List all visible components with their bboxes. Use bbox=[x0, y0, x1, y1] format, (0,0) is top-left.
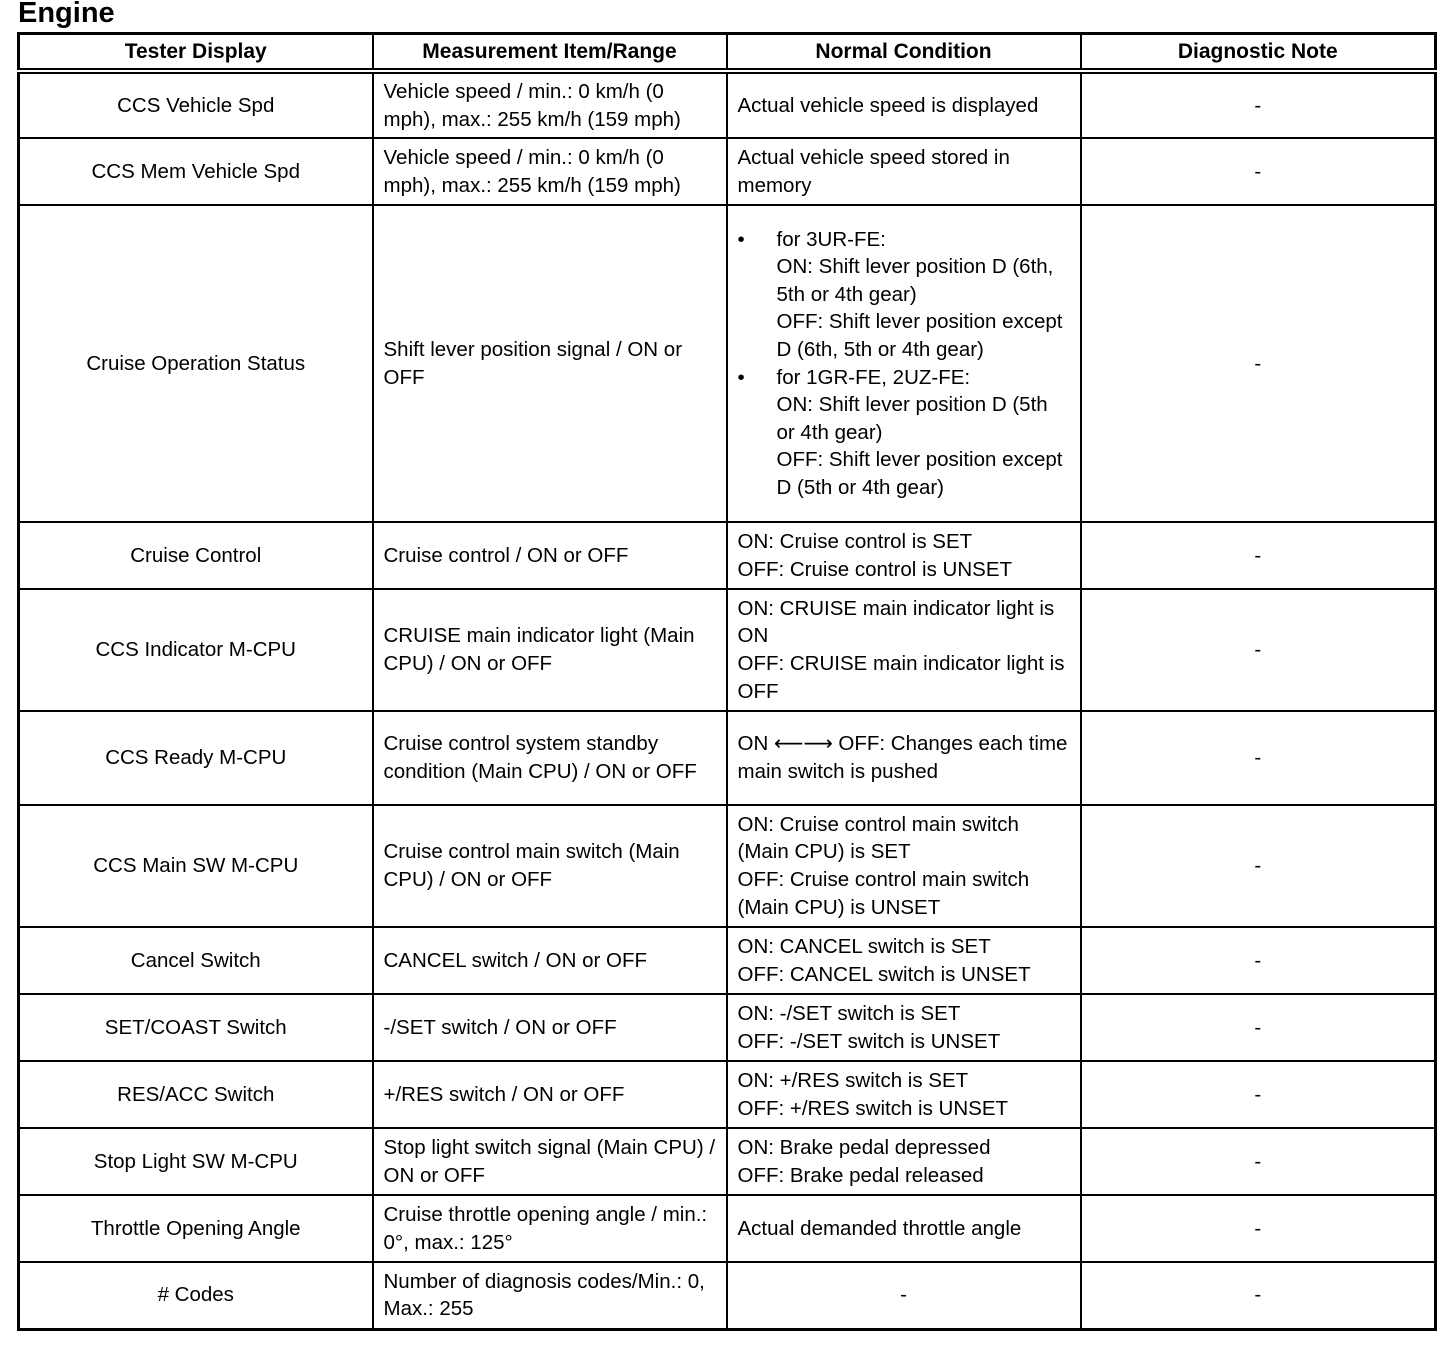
table-row bbox=[19, 71, 1436, 138]
diagnostic-note-cell: - bbox=[1081, 589, 1436, 711]
diagnostic-note-cell: - bbox=[1081, 711, 1436, 805]
tester-display-cell: CCS Mem Vehicle Spd bbox=[19, 138, 373, 205]
normal-condition-cell bbox=[727, 805, 1081, 927]
diagnostic-note-cell: - bbox=[1081, 522, 1436, 589]
normal-condition-line: ON: CRUISE main indicator light is ON bbox=[737, 596, 1055, 648]
header-row bbox=[19, 34, 1436, 72]
bullet-line: OFF: Shift lever position except D (5th or 4th gear) bbox=[776, 448, 1063, 499]
diagnostic-note-cell: - bbox=[1081, 1128, 1436, 1195]
table-row bbox=[19, 522, 1436, 589]
measurement-cell: Cruise control main switch (Main CPU) / ON or OFF bbox=[373, 805, 727, 927]
normal-condition-line: Actual vehicle speed is displayed bbox=[737, 93, 1039, 117]
table-row bbox=[19, 1262, 1436, 1329]
normal-condition-cell bbox=[727, 1195, 1081, 1262]
table-row bbox=[19, 805, 1436, 927]
header-normal-condition: Normal Condition bbox=[727, 34, 1081, 72]
normal-condition-line: ON ⟵⟶ OFF: Changes each time main switch is pushed bbox=[737, 732, 1068, 783]
normal-condition-line: OFF: CRUISE main indicator light is OFF bbox=[737, 652, 1065, 703]
normal-condition-line: ON: +/RES switch is SET bbox=[737, 1068, 969, 1092]
normal-condition-line: OFF: Cruise control is UNSET bbox=[737, 557, 1013, 581]
table-row bbox=[19, 1061, 1436, 1128]
normal-condition-cell bbox=[727, 994, 1081, 1061]
section-title: Engine bbox=[18, 0, 115, 29]
normal-condition-cell bbox=[727, 522, 1081, 589]
measurement-cell: -/SET switch / ON or OFF bbox=[373, 994, 727, 1061]
normal-condition-line: OFF: Brake pedal released bbox=[737, 1163, 984, 1187]
bullet-line: ON: Shift lever position D (5th or 4th gear) bbox=[776, 393, 1048, 444]
tester-display-cell: CCS Ready M-CPU bbox=[19, 711, 373, 805]
measurement-cell: Number of diagnosis codes/Min.: 0, Max.: 255 bbox=[373, 1262, 727, 1329]
tester-display-cell: Cruise Control bbox=[19, 522, 373, 589]
table-row bbox=[19, 1128, 1436, 1195]
normal-condition-cell bbox=[727, 1061, 1081, 1128]
tester-display-cell: Cancel Switch bbox=[19, 927, 373, 994]
measurement-cell: Cruise control / ON or OFF bbox=[373, 522, 727, 589]
diagnostic-note-cell: - bbox=[1081, 71, 1436, 138]
measurement-cell: Vehicle speed / min.: 0 km/h (0 mph), max.: 255 km/h (159 mph) bbox=[373, 71, 727, 138]
diagnostic-note-cell: - bbox=[1081, 994, 1436, 1061]
measurement-cell: Vehicle speed / min.: 0 km/h (0 mph), max.: 255 km/h (159 mph) bbox=[373, 138, 727, 205]
normal-condition-line: ON: CANCEL switch is SET bbox=[737, 934, 991, 958]
table-row bbox=[19, 589, 1436, 711]
bullet-icon: • bbox=[737, 365, 745, 389]
tester-display-cell: SET/COAST Switch bbox=[19, 994, 373, 1061]
measurement-cell: CANCEL switch / ON or OFF bbox=[373, 927, 727, 994]
normal-condition-cell bbox=[727, 711, 1081, 805]
normal-condition-cell bbox=[727, 205, 1081, 522]
normal-condition-line: ON: -/SET switch is SET bbox=[737, 1001, 961, 1025]
normal-condition-line: Actual demanded throttle angle bbox=[737, 1216, 1022, 1240]
normal-condition-cell bbox=[727, 138, 1081, 205]
table-row bbox=[19, 994, 1436, 1061]
diagnostic-note-cell: - bbox=[1081, 927, 1436, 994]
table-row bbox=[19, 205, 1436, 522]
normal-condition-line: OFF: -/SET switch is UNSET bbox=[737, 1029, 1001, 1053]
normal-condition-line: ON: Cruise control main switch (Main CPU) is SET bbox=[737, 812, 1019, 864]
normal-condition-cell bbox=[727, 589, 1081, 711]
bullet-line: OFF: Shift lever position except D (6th, 5th or 4th gear) bbox=[776, 310, 1063, 361]
header-diagnostic-note: Diagnostic Note bbox=[1081, 34, 1436, 72]
normal-condition-line: ON: Cruise control is SET bbox=[737, 529, 973, 553]
table-row bbox=[19, 711, 1436, 805]
tester-display-cell: Cruise Operation Status bbox=[19, 205, 373, 522]
tester-display-cell: RES/ACC Switch bbox=[19, 1061, 373, 1128]
diagnostic-note-cell: - bbox=[1081, 1061, 1436, 1128]
measurement-cell: Cruise control system standby condition (Main CPU) / ON or OFF bbox=[373, 711, 727, 805]
diagnostic-note-cell: - bbox=[1081, 805, 1436, 927]
header-tester-display: Tester Display bbox=[19, 34, 373, 72]
tester-display-cell: CCS Indicator M-CPU bbox=[19, 589, 373, 711]
normal-condition-line: ON: Brake pedal depressed bbox=[737, 1135, 991, 1159]
bullet-heading: for 1GR-FE, 2UZ-FE: bbox=[776, 365, 971, 389]
diagnostic-note-cell: - bbox=[1081, 138, 1436, 205]
tester-display-cell: Stop Light SW M-CPU bbox=[19, 1128, 373, 1195]
data-monitor-table bbox=[17, 32, 1437, 1331]
normal-condition-cell bbox=[727, 927, 1081, 994]
tester-display-cell: CCS Vehicle Spd bbox=[19, 71, 373, 138]
table-row bbox=[19, 138, 1436, 205]
bullet-line: ON: Shift lever position D (6th, 5th or 4th gear) bbox=[776, 255, 1054, 306]
diagnostic-note-cell: - bbox=[1081, 1195, 1436, 1262]
bullet-heading: for 3UR-FE: bbox=[776, 227, 886, 251]
normal-condition-line: OFF: +/RES switch is UNSET bbox=[737, 1096, 1009, 1120]
normal-condition-bullet-list bbox=[738, 226, 1070, 502]
measurement-cell: +/RES switch / ON or OFF bbox=[373, 1061, 727, 1128]
measurement-cell: CRUISE main indicator light (Main CPU) / ON or OFF bbox=[373, 589, 727, 711]
normal-condition-line: - bbox=[900, 1283, 907, 1307]
bullet-item bbox=[738, 226, 1070, 364]
diagnostic-note-cell: - bbox=[1081, 1262, 1436, 1329]
normal-condition-cell bbox=[727, 1128, 1081, 1195]
tester-display-cell: Throttle Opening Angle bbox=[19, 1195, 373, 1262]
tester-display-cell: # Codes bbox=[19, 1262, 373, 1329]
measurement-cell: Shift lever position signal / ON or OFF bbox=[373, 205, 727, 522]
normal-condition-line: Actual vehicle speed stored in memory bbox=[737, 145, 1010, 197]
header-measurement-item: Measurement Item/Range bbox=[373, 34, 727, 72]
table-row bbox=[19, 927, 1436, 994]
normal-condition-line: OFF: CANCEL switch is UNSET bbox=[737, 962, 1031, 986]
bullet-icon: • bbox=[737, 227, 745, 251]
measurement-cell: Stop light switch signal (Main CPU) / ON or OFF bbox=[373, 1128, 727, 1195]
normal-condition-cell bbox=[727, 1262, 1081, 1329]
table-row bbox=[19, 1195, 1436, 1262]
normal-condition-cell bbox=[727, 71, 1081, 138]
tester-display-cell: CCS Main SW M-CPU bbox=[19, 805, 373, 927]
normal-condition-line: OFF: Cruise control main switch (Main CPU) is UNSET bbox=[737, 868, 1030, 919]
bullet-item bbox=[738, 364, 1070, 502]
measurement-cell: Cruise throttle opening angle / min.: 0°, max.: 125° bbox=[373, 1195, 727, 1262]
diagnostic-note-cell: - bbox=[1081, 205, 1436, 522]
